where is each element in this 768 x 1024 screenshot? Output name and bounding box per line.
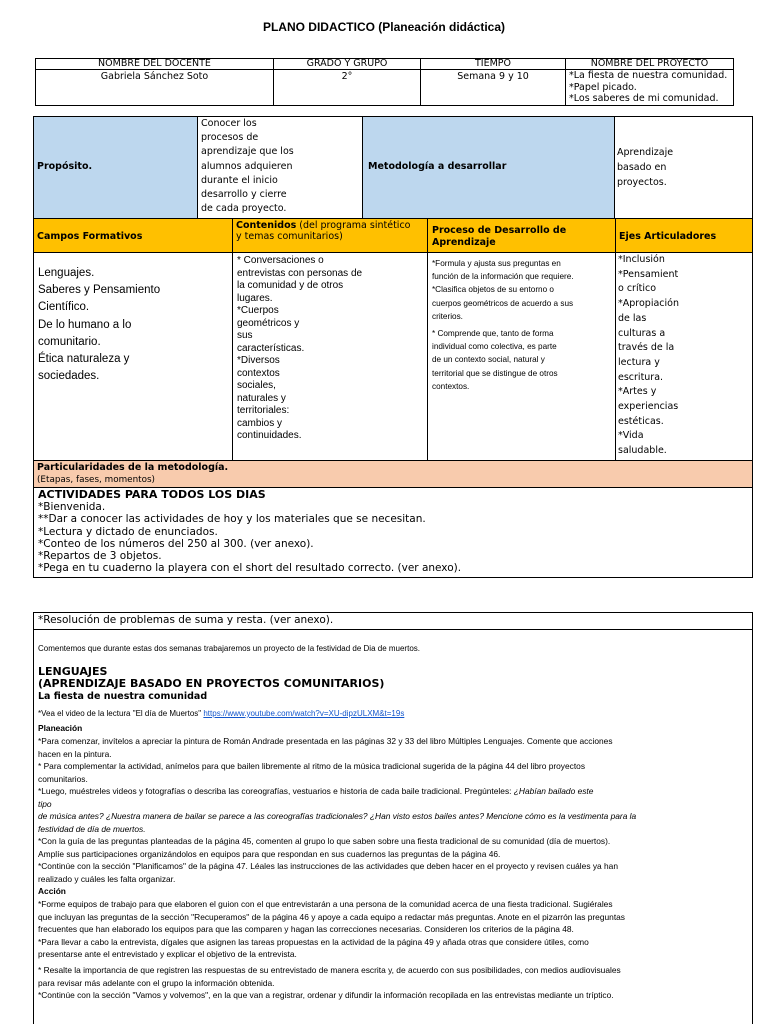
proceso-line: territorial que se distingue de otros	[432, 368, 558, 378]
eje-line: de las	[618, 312, 647, 324]
proposito-line: durante el inicio	[201, 174, 278, 186]
proyecto-label: NOMBRE DEL PROYECTO	[590, 58, 709, 69]
guia-line: *Continúe con la sección "Planificamos" de la página 47. Léales las instrucciones de las actividades que deben hacer en el proyecto y revisen cuáles ya han	[38, 861, 618, 871]
grado-label: GRADO Y GRUPO	[306, 58, 388, 69]
proposito-line: alumnos adquieren	[201, 160, 293, 172]
actividad-item: *Lectura y dictado de enunciados.	[38, 525, 218, 538]
contenido-line: naturales y	[237, 392, 286, 404]
resalte-line: *Continúe con la sección "Vamos y volvemos", en la que van a registrar, ordenar y difundir la información recopilada en las entrevistas mediante un tríptico.	[38, 990, 614, 1000]
italic-line: festividad de día de muertos.	[38, 823, 146, 834]
metodologia-label: Metodología a desarrollar	[368, 161, 507, 172]
contenido-line: * Conversaciones o	[237, 255, 324, 266]
proceso-line: * Comprende que, tanto de forma	[432, 329, 554, 339]
guia-line: realizado y cuáles les falta organizar.	[38, 873, 176, 884]
proceso-line: contextos.	[432, 381, 470, 391]
video-line	[38, 708, 748, 721]
planeacion-line: *Para comenzar, invítelos a apreciar la pintura de Román Andrade presentada en las páginas 32 y 33 del libro Múltiples Lenguajes. Comente que acciones	[38, 736, 613, 746]
luego-text: *Luego, muéstreles videos y fotografías o describa las coreografías, vestuarios e historia de cada baile tradicional. Pregúnteles:	[38, 786, 514, 796]
proceso-label: Proceso de Desarrollo de	[432, 225, 567, 236]
eje-line: *Apropiación	[618, 298, 679, 310]
eje-line: *Vida	[618, 430, 644, 442]
lenguajes-title: LENGUAJES	[38, 665, 108, 678]
actividad-item: *Bienvenida.	[38, 501, 106, 514]
campos-header	[34, 219, 233, 253]
eje-line: experiencias	[618, 401, 679, 413]
metodologia-line: proyectos.	[617, 177, 667, 188]
campo-line: De lo humano a lo	[38, 318, 132, 331]
particularidades-sub: (Etapas, fases, momentos)	[37, 475, 155, 485]
contenido-line: sociales,	[237, 380, 276, 391]
eje-line: *Pensamient	[618, 268, 679, 280]
proposito-line: desarrollo y cierre	[201, 189, 287, 201]
proceso-line: criterios.	[432, 311, 463, 321]
campo-line: Ética naturaleza y	[38, 353, 130, 366]
page-two-block	[33, 612, 753, 1024]
docente-value: Gabriela Sánchez Soto	[100, 71, 209, 82]
contenido-line: lugares.	[237, 292, 273, 304]
eje-line: culturas a	[618, 327, 666, 339]
tiempo-value: Semana 9 y 10	[457, 71, 529, 82]
proposito-label-cell	[34, 117, 198, 219]
aprendizaje-title: (APRENDIZAJE BASADO EN PROYECTOS COMUNITARIOS)	[38, 677, 385, 690]
campo-line: sociedades.	[38, 370, 100, 383]
eje-line: *Inclusión	[618, 254, 665, 265]
proceso-line: *Formula y ajusta sus preguntas en	[432, 259, 561, 268]
contenido-line: *Diversos	[237, 355, 280, 366]
proposito-line: de cada proyecto.	[201, 203, 287, 215]
accion-line: *Forme equipos de trabajo para que elaboren el guion con el que entrevistarán a una persona de la comunidad acerca de una fiesta tradicional. Sugiérales	[38, 899, 613, 909]
guia-line: *Con la guía de las preguntas planteadas de la página 45, comenten al grupo lo que saben sobre una fiesta tradicional de su comunidad (día de muertos).	[38, 836, 611, 846]
actividades-title: ACTIVIDADES PARA TODOS LOS DIAS	[38, 488, 266, 501]
fiesta-title: La fiesta de nuestra comunidad	[38, 691, 208, 702]
proposito-line: aprendizaje que los	[201, 146, 294, 158]
contenido-line: entrevistas con personas de	[237, 267, 363, 279]
proceso-header	[428, 219, 616, 253]
docente-cell	[36, 59, 274, 105]
contenido-line: cambios y	[237, 417, 283, 429]
metodologia-line: basado en	[617, 162, 667, 173]
resalte-line: * Resalte la importancia de que registren las respuestas de su entrevistado de manera escrita y, de acuerdo con sus posibilidades, con medios audiovisuales	[38, 965, 621, 975]
campo-line: comunitario.	[38, 335, 101, 348]
contenido-line: continuidades.	[237, 430, 302, 441]
eje-line: través de la	[618, 342, 675, 354]
actividad-item: *Conteo de los números del 250 al 300. (ver anexo).	[38, 537, 314, 550]
proyecto-cell	[566, 59, 733, 105]
ejes-cell	[616, 253, 752, 461]
eje-line: estéticas.	[618, 415, 664, 427]
contenido-line: *Cuerpos	[237, 305, 279, 316]
luego-line	[38, 785, 748, 798]
contenidos-sub: y temas comunitarios)	[236, 231, 343, 242]
actividad-item: *Pega en tu cuaderno la playera con el short del resultado correcto. (ver anexo).	[38, 562, 462, 575]
metodologia-label-cell	[363, 117, 615, 219]
proposito-label: Propósito.	[37, 161, 93, 172]
tiempo-label: TIEMPO	[474, 58, 511, 69]
tiempo-cell	[421, 59, 566, 105]
page-title: PLANO DIDACTICO (Planeación didáctica)	[262, 20, 506, 34]
proceso-line: *Clasifica objetos de su entorno o	[432, 285, 554, 295]
eje-line: escritura.	[618, 371, 664, 383]
campo-line: Científico.	[38, 301, 90, 314]
contenido-line: geométricos y	[237, 317, 300, 329]
video-text: *Vea el video de la lectura "El día de Muertos"	[38, 709, 204, 718]
contenidos-cell	[233, 253, 428, 461]
campos-cell	[34, 253, 233, 461]
docente-label: NOMBRE DEL DOCENTE	[98, 58, 211, 69]
eje-line: lectura y	[618, 356, 660, 368]
contenido-line: la comunidad y de otros	[237, 280, 344, 291]
campos-label: Campos Formativos	[37, 231, 143, 242]
proceso-line: individual como colectiva, es parte	[432, 342, 557, 352]
proposito-value-cell	[198, 117, 363, 219]
accion-line: *Para llevar a cabo la entrevista, dígales que asignen las tareas propuestas en la actividad de la página 49 y añada otras que considere útiles, como	[38, 936, 589, 947]
eje-line: o crítico	[618, 283, 656, 295]
proceso-line: de un contexto social, natural y	[432, 355, 545, 365]
guia-line: Amplíe sus participaciones organizándolos en equipos para que respondan en sus cuadernos las preguntas de la página 46.	[38, 848, 501, 859]
comentemos-line: Comentemos que durante estas dos semanas trabajaremos un proyecto de la festividad de Dia de muertos.	[38, 644, 420, 653]
accion-line: que incluyan las preguntas de la sección "Recuperamos" de la página 46 y apoye a cada equipo a redactar más preguntas. Anote en el pizarrón las preguntas	[38, 911, 625, 922]
proposito-line: procesos de	[201, 132, 259, 144]
proyecto-item: *La fiesta de nuestra comunidad.	[569, 70, 728, 81]
planeacion-line: * Para complementar la actividad, anímelos para que bailen libremente al ritmo de la música tradicional sugerida de la página 44 del libro proyectos	[38, 761, 586, 771]
grado-cell	[274, 59, 421, 105]
proyecto-item: *Papel picado.	[569, 81, 637, 93]
contenido-line: características.	[237, 342, 305, 354]
row-divider	[34, 629, 752, 630]
metodologia-value-cell	[615, 117, 752, 219]
accion-label: Acción	[38, 886, 66, 896]
accion-line: frecuentes que han elaborado los equipos para que las comparen y hagan las correcciones necesarias. Consideren los criterios de la página 48.	[38, 924, 574, 934]
particularidades-cell	[34, 461, 752, 488]
contenidos-sub: (del programa sintético	[296, 220, 411, 231]
eje-line: saludable.	[618, 445, 667, 457]
contenidos-header	[233, 219, 428, 253]
tipo-line: tipo	[38, 798, 52, 809]
actividad-item: **Dar a conocer las actividades de hoy y los materiales que se necesitan.	[38, 513, 426, 526]
proyecto-item: *Los saberes de mi comunidad.	[569, 93, 719, 104]
contenido-line: territoriales:	[237, 405, 290, 416]
contenido-line: contextos	[237, 367, 280, 379]
video-link[interactable]: https://www.youtube.com/watch?v=XU-dipzULXM&t=19s	[203, 709, 405, 718]
resolucion-line: *Resolución de problemas de suma y resta. (ver anexo).	[38, 614, 334, 626]
italic-line: de música antes? ¿Nuestra manera de bailar se parece a las coreografías tradicionales? ¿Han visto estos bailes antes? Mencione cómo es la vestimenta para la	[38, 811, 637, 821]
resalte-line: para revisar más adelante con el grupo la información obtenida.	[38, 977, 275, 988]
particularidades-label: Particularidades de la metodología.	[37, 462, 229, 473]
planning-table	[33, 116, 753, 578]
actividad-item: *Repartos de 3 objetos.	[38, 550, 162, 563]
campo-line: Lenguajes.	[38, 267, 95, 279]
header-table	[35, 58, 734, 106]
luego-italic: ¿Habían bailado este	[513, 786, 594, 796]
contenidos-label: Contenidos	[236, 220, 297, 231]
accion-line: presentarse ante el entrevistado y explicar el objetivo de la entrevista.	[38, 949, 297, 959]
planeacion-line: hacen en la pintura.	[38, 748, 112, 759]
ejes-label: Ejes Articuladores	[619, 231, 717, 242]
contenido-line: sus	[237, 330, 253, 341]
eje-line: *Artes y	[618, 386, 657, 398]
proceso-line: cuerpos geométricos de acuerdo a sus	[432, 298, 574, 308]
planeacion-label: Planeación	[38, 723, 83, 733]
grado-value: 2°	[341, 71, 353, 82]
proposito-line: Conocer los	[201, 118, 257, 129]
proceso-label: Aprendizaje	[432, 236, 496, 248]
campo-line: Saberes y Pensamiento	[38, 284, 161, 297]
planeacion-line: comunitarios.	[38, 773, 88, 784]
proceso-line: función de la información que requiere.	[432, 272, 574, 282]
proceso-cell	[428, 253, 616, 461]
ejes-header	[616, 219, 752, 253]
metodologia-line: Aprendizaje	[617, 147, 674, 158]
actividades-block	[38, 489, 750, 574]
